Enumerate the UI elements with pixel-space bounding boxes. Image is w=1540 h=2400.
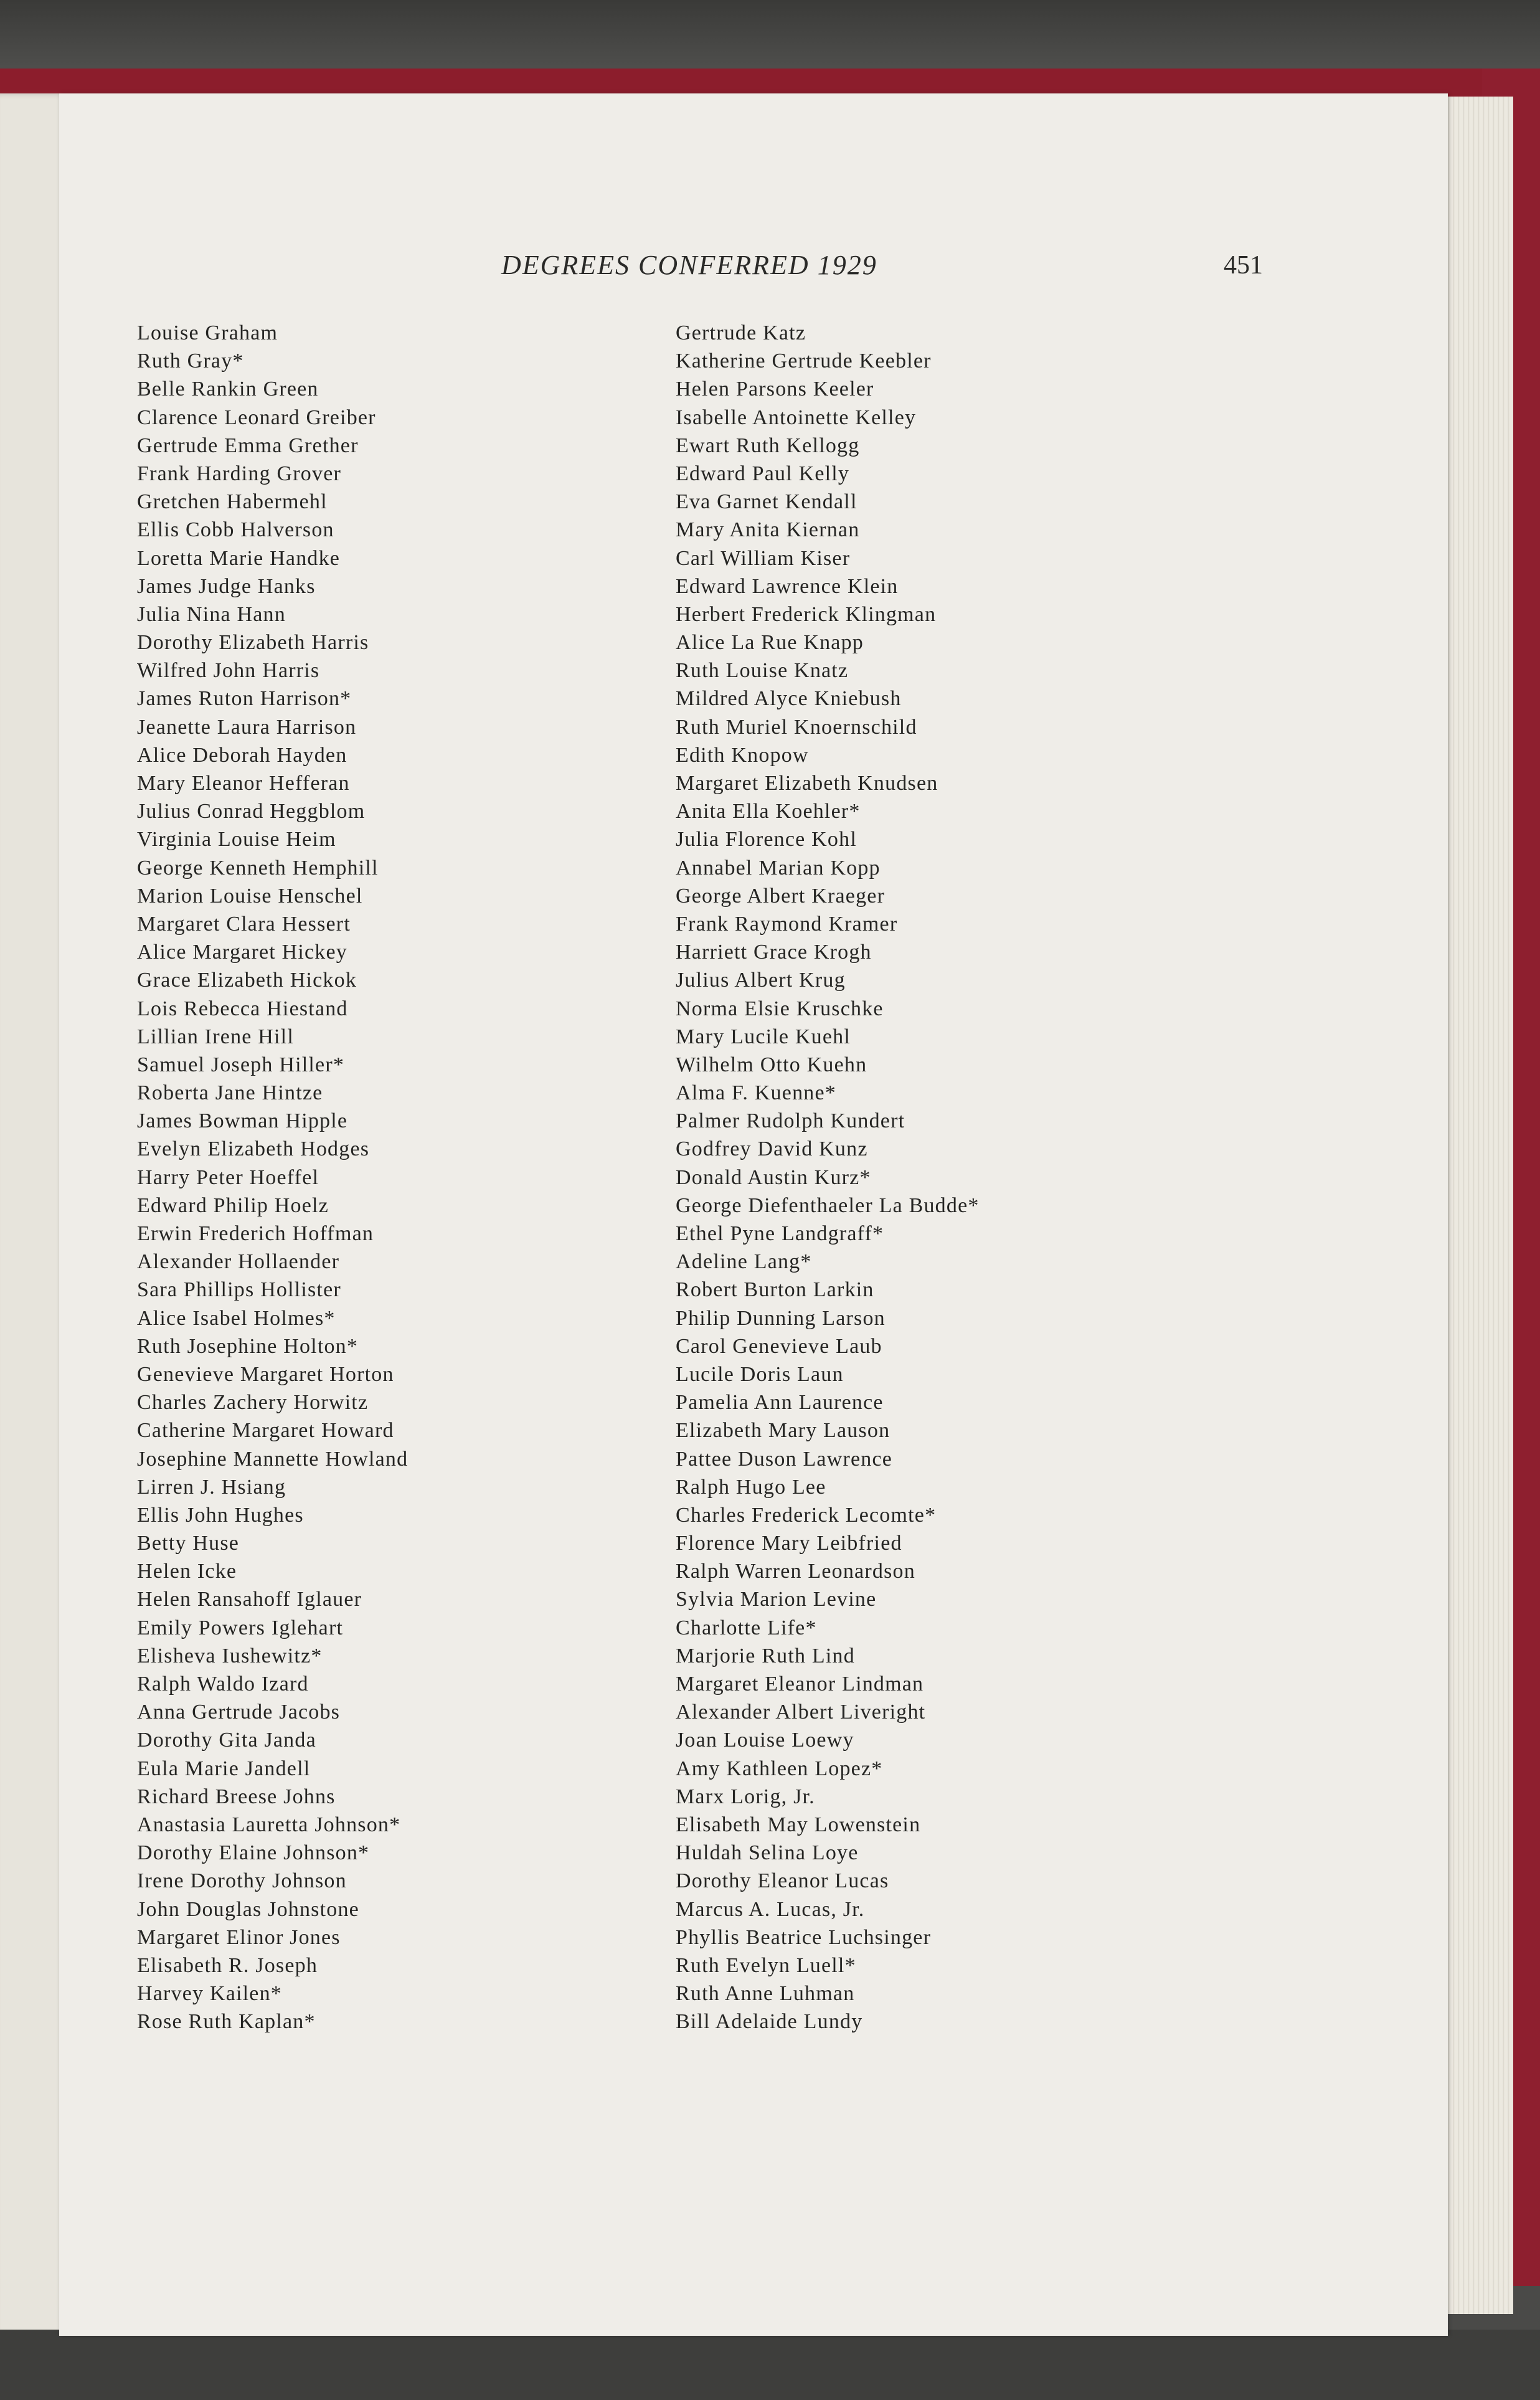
graduate-name: Ellis Cobb Halverson	[137, 518, 334, 542]
graduate-name: Isabelle Antoinette Kelley	[676, 406, 917, 429]
graduate-name: Alice Isabel Holmes*	[137, 1306, 336, 1330]
graduate-name: Donald Austin Kurz*	[676, 1165, 871, 1189]
graduate-name: Margaret Elizabeth Knudsen	[676, 772, 938, 795]
graduate-name: Grace Elizabeth Hickok	[137, 969, 357, 992]
graduate-name: Dorothy Elaine Johnson*	[137, 1841, 370, 1865]
graduate-name: Betty Huse	[137, 1532, 240, 1555]
graduate-name: Ruth Josephine Holton*	[137, 1334, 359, 1358]
graduate-name: Irene Dorothy Johnson	[137, 1869, 347, 1893]
graduate-name: Carol Genevieve Laub	[676, 1334, 882, 1358]
graduate-name: Harvey Kailen*	[137, 1982, 282, 2006]
graduate-name: Herbert Frederick Klingman	[676, 602, 937, 626]
graduate-name: Catherine Margaret Howard	[137, 1419, 394, 1443]
graduate-name: Charles Frederick Lecomte*	[676, 1503, 937, 1527]
graduate-name: Eula Marie Jandell	[137, 1757, 311, 1780]
graduate-name: Samuel Joseph Hiller*	[137, 1053, 345, 1076]
graduate-name: Ruth Muriel Knoernschild	[676, 715, 917, 739]
graduate-name: Adeline Lang*	[676, 1250, 812, 1274]
graduate-name: Joan Louise Loewy	[676, 1729, 854, 1752]
graduate-name: Anastasia Lauretta Johnson*	[137, 1813, 401, 1836]
graduate-name: Jeanette Laura Harrison	[137, 715, 357, 739]
graduate-name: Marion Louise Henschel	[137, 884, 363, 908]
graduate-name: Ralph Hugo Lee	[676, 1475, 826, 1499]
graduate-name: Helen Icke	[137, 1560, 237, 1583]
graduate-name: Charles Zachery Horwitz	[137, 1391, 369, 1415]
graduate-name: Bill Adelaide Lundy	[676, 2010, 863, 2034]
graduate-name: Katherine Gertrude Keebler	[676, 349, 932, 373]
graduate-name: Alma F. Kuenne*	[676, 1081, 836, 1105]
graduate-name: Edward Lawrence Klein	[676, 574, 899, 598]
graduate-name: Julius Conrad Heggblom	[137, 800, 366, 823]
graduate-name: Alexander Albert Liveright	[676, 1700, 926, 1724]
graduate-name: James Bowman Hipple	[137, 1109, 348, 1133]
graduate-name: Louise Graham	[137, 321, 278, 344]
names-column-left	[137, 319, 635, 2036]
graduate-name: Margaret Elinor Jones	[137, 1925, 341, 1949]
graduate-name: Florence Mary Leibfried	[676, 1532, 902, 1555]
graduate-name: Ralph Warren Leonardson	[676, 1560, 915, 1583]
graduate-name: Julius Albert Krug	[676, 969, 846, 992]
graduate-name: Marx Lorig, Jr.	[676, 1785, 815, 1808]
running-title: DEGREES CONFERRED 1929	[501, 250, 877, 280]
page-number: 451	[1224, 251, 1263, 280]
graduate-name: Pamelia Ann Laurence	[676, 1391, 884, 1415]
graduate-name: Frank Harding Grover	[137, 462, 342, 485]
graduate-name: Elisabeth R. Joseph	[137, 1953, 318, 1977]
graduate-name: Alice La Rue Knapp	[676, 631, 864, 655]
background-bottom	[0, 2330, 1540, 2400]
graduate-name: Dorothy Gita Janda	[137, 1729, 316, 1752]
graduate-name: Lois Rebecca Hiestand	[137, 997, 348, 1020]
graduate-name: Edward Paul Kelly	[676, 462, 850, 485]
graduate-name: Marcus A. Lucas, Jr.	[676, 1897, 865, 1921]
graduate-name: Gretchen Habermehl	[137, 490, 328, 514]
graduate-name: Clarence Leonard Greiber	[137, 406, 376, 429]
graduate-name: Gertrude Emma Grether	[137, 434, 359, 457]
graduate-name: Harry Peter Hoeffel	[137, 1165, 319, 1189]
graduate-name: Elizabeth Mary Lauson	[676, 1419, 890, 1443]
graduate-name: George Kenneth Hemphill	[137, 856, 379, 880]
graduate-name: Anita Ella Koehler*	[676, 800, 861, 823]
graduate-name: Anna Gertrude Jacobs	[137, 1700, 341, 1724]
graduate-name: Richard Breese Johns	[137, 1785, 336, 1808]
running-head	[59, 249, 1448, 287]
graduate-name: Margaret Eleanor Lindman	[676, 1672, 924, 1696]
graduate-name: George Diefenthaeler La Budde*	[676, 1193, 980, 1217]
graduate-name: Josephine Mannette Howland	[137, 1447, 409, 1471]
graduate-name: Frank Raymond Kramer	[676, 912, 898, 936]
graduate-name: Mary Eleanor Hefferan	[137, 772, 350, 795]
graduate-name: Harriett Grace Krogh	[676, 941, 872, 964]
graduate-name: Sara Phillips Hollister	[137, 1278, 341, 1302]
graduate-name: Carl William Kiser	[676, 546, 851, 570]
graduate-name: Huldah Selina Loye	[676, 1841, 859, 1865]
graduate-name: Ethel Pyne Landgraff*	[676, 1222, 884, 1245]
graduate-name: Belle Rankin Green	[137, 377, 319, 401]
book-page	[59, 93, 1448, 2336]
graduate-name: Mildred Alyce Kniebush	[676, 687, 902, 711]
graduate-name: Evelyn Elizabeth Hodges	[137, 1137, 370, 1161]
graduate-name: Rose Ruth Kaplan*	[137, 2010, 316, 2034]
graduate-name: Lillian Irene Hill	[137, 1025, 294, 1048]
graduate-name: John Douglas Johnstone	[137, 1897, 359, 1921]
graduate-name: Norma Elsie Kruschke	[676, 997, 884, 1020]
graduate-name: Phyllis Beatrice Luchsinger	[676, 1925, 932, 1949]
graduate-name: Mary Anita Kiernan	[676, 518, 860, 542]
graduate-name: Emily Powers Iglehart	[137, 1616, 344, 1639]
graduate-name: Helen Ransahoff Iglauer	[137, 1588, 362, 1611]
graduate-name: Wilfred John Harris	[137, 659, 320, 683]
graduate-name: Ellis John Hughes	[137, 1503, 304, 1527]
graduate-name: Alice Deborah Hayden	[137, 743, 347, 767]
graduate-name: Annabel Marian Kopp	[676, 856, 881, 880]
graduate-name: Helen Parsons Keeler	[676, 377, 874, 401]
graduate-name: Robert Burton Larkin	[676, 1278, 874, 1302]
graduate-name: Elisheva Iushewitz*	[137, 1644, 323, 1667]
graduate-name: Gertrude Katz	[676, 321, 806, 344]
graduate-name: Ewart Ruth Kellogg	[676, 434, 860, 457]
graduate-name: Alice Margaret Hickey	[137, 941, 347, 964]
graduate-name: Lirren J. Hsiang	[137, 1475, 286, 1499]
graduate-name: Wilhelm Otto Kuehn	[676, 1053, 867, 1076]
graduate-name: Margaret Clara Hessert	[137, 912, 351, 936]
graduate-name: Eva Garnet Kendall	[676, 490, 857, 514]
graduate-name: Julia Nina Hann	[137, 602, 286, 626]
graduate-name: Ralph Waldo Izard	[137, 1672, 309, 1696]
graduate-name: Godfrey David Kunz	[676, 1137, 868, 1161]
graduate-name: Roberta Jane Hintze	[137, 1081, 323, 1105]
graduate-name: Julia Florence Kohl	[676, 828, 857, 851]
graduate-name: Pattee Duson Lawrence	[676, 1447, 893, 1471]
graduate-name: Sylvia Marion Levine	[676, 1588, 877, 1611]
graduate-name: Alexander Hollaender	[137, 1250, 340, 1274]
graduate-name: Palmer Rudolph Kundert	[676, 1109, 905, 1133]
graduate-name: Virginia Louise Heim	[137, 828, 336, 851]
graduate-name: Genevieve Margaret Horton	[137, 1362, 394, 1386]
graduate-name: Ruth Gray*	[137, 349, 244, 373]
graduate-name: Ruth Anne Luhman	[676, 1982, 855, 2006]
graduate-name: Loretta Marie Handke	[137, 546, 341, 570]
graduate-name: Dorothy Elizabeth Harris	[137, 631, 369, 655]
graduate-name: Elisabeth May Lowenstein	[676, 1813, 921, 1836]
graduate-name: James Judge Hanks	[137, 574, 316, 598]
graduate-name: Amy Kathleen Lopez*	[676, 1757, 883, 1780]
graduate-name: Marjorie Ruth Lind	[676, 1644, 855, 1667]
graduate-name: James Ruton Harrison*	[137, 687, 352, 711]
graduate-name: Edith Knopow	[676, 743, 809, 767]
graduate-name: Mary Lucile Kuehl	[676, 1025, 851, 1048]
graduate-name: George Albert Kraeger	[676, 884, 886, 908]
graduate-name: Ruth Evelyn Luell*	[676, 1953, 856, 1977]
graduate-name: Lucile Doris Laun	[676, 1362, 844, 1386]
names-column-right	[676, 319, 1174, 2036]
graduate-name: Edward Philip Hoelz	[137, 1193, 329, 1217]
graduate-name: Ruth Louise Knatz	[676, 659, 849, 683]
graduate-name: Philip Dunning Larson	[676, 1306, 886, 1330]
graduate-name: Dorothy Eleanor Lucas	[676, 1869, 889, 1893]
graduate-name: Charlotte Life*	[676, 1616, 817, 1639]
graduate-name: Erwin Frederich Hoffman	[137, 1222, 374, 1245]
